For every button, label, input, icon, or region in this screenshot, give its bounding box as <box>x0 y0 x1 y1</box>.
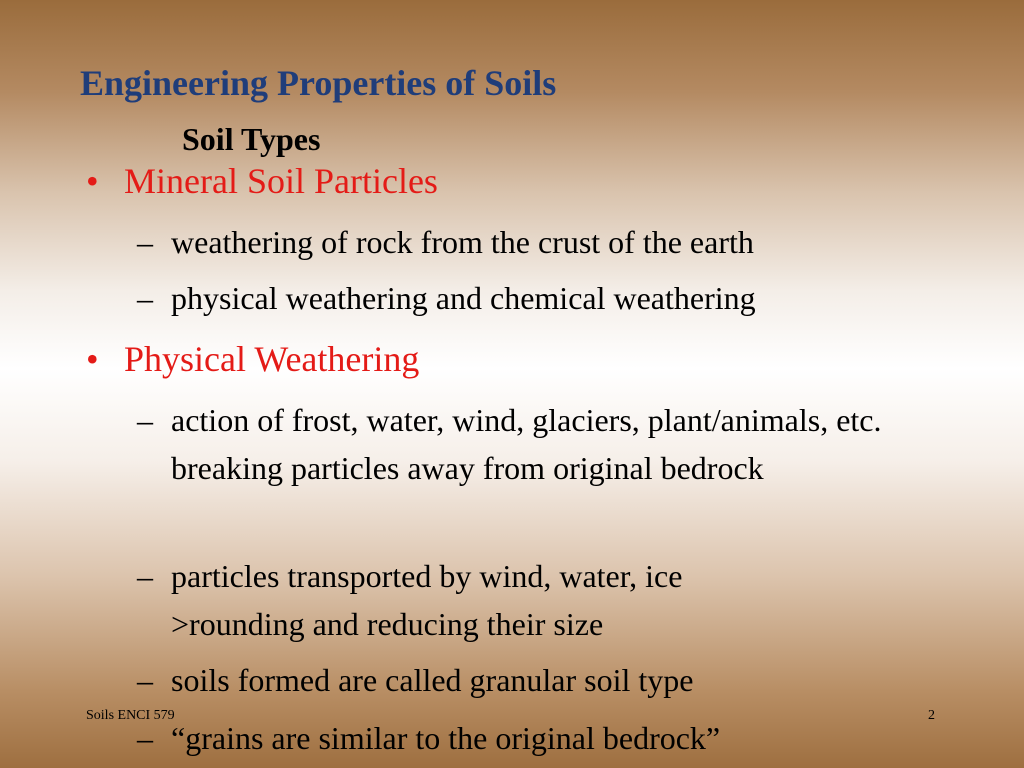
sub-bullet <box>137 396 961 492</box>
sub-bullet-text: action of frost, water, wind, glaciers, plant/animals, etc. breaking particles away from original bedrock <box>171 402 882 486</box>
bullet-label: Mineral Soil Particles <box>124 161 438 201</box>
slide-subtitle: Soil Types <box>182 121 321 157</box>
sub-bullet <box>137 656 961 704</box>
bullet-mineral-soil-particles <box>86 160 438 202</box>
slide-title: Engineering Properties of Soils <box>80 63 557 103</box>
bullet-physical-weathering <box>86 338 419 380</box>
dash-marker: – <box>137 402 153 438</box>
dash-marker: – <box>137 720 153 756</box>
sub-bullet-text: physical weathering and chemical weathering <box>171 280 756 316</box>
bullet-marker: • <box>86 161 99 201</box>
sub-bullet <box>137 218 961 266</box>
bullet-marker: • <box>86 339 99 379</box>
sub-bullet <box>137 552 821 648</box>
page-number: 2 <box>928 708 935 723</box>
dash-marker: – <box>137 558 153 594</box>
dash-marker: – <box>137 224 153 260</box>
sub-bullet-text: “grains are similar to the original bedrock” <box>171 720 721 756</box>
footer-course-label: Soils ENCI 579 <box>86 708 175 723</box>
sub-bullet-text: soils formed are called granular soil type <box>171 662 694 698</box>
sub-bullet <box>137 714 961 762</box>
sub-bullet-text: weathering of rock from the crust of the earth <box>171 224 754 260</box>
dash-marker: – <box>137 280 153 316</box>
bullet-label: Physical Weathering <box>124 339 420 379</box>
dash-marker: – <box>137 662 153 698</box>
sub-bullet-text: particles transported by wind, water, ice >rounding and reducing their size <box>171 558 683 642</box>
sub-bullet <box>137 274 961 322</box>
